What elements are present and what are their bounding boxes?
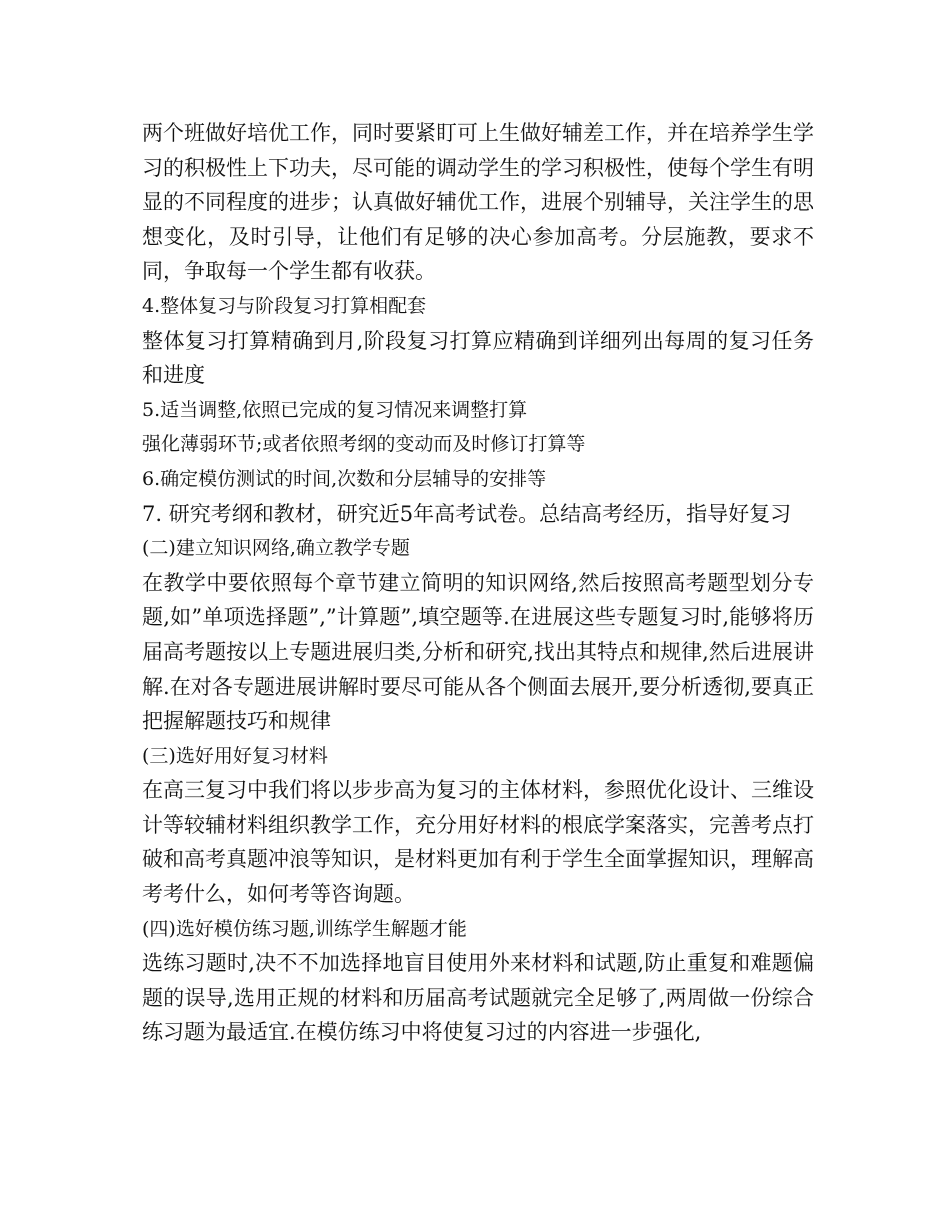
paragraph-knowledge-network: 在教学中要依照每个章节建立简明的知识网络,然后按照高考题型划分专题,如”单项选择题”,”计算题”,填空题等.在进展这些专题复习时,能够将历届高考题按以上专题进展归类,分析和研究,找出其特点和规律,然后进展讲解.在对各专题进展讲解时要尽可能从各个侧面去展开,要分析透彻,要真正把握解题技巧和规律 (142, 570, 814, 734)
document-page (142, 116, 814, 1050)
paragraph-tutoring: 两个班做好培优工作，同时要紧盯可上生做好辅差工作，并在培养学生学习的积极性上下功夫，尽可能的调动学生的学习积极性，使每个学生有明显的不同程度的进步；认真做好辅优工作，进展个别辅导，关注学生的思想变化，及时引导，让他们有足够的决心参加高考。分层施教，要求不同，争取每一个学生都有收获。 (142, 121, 814, 284)
item-7-paragraph: 7. 研究考纲和教材，研究近5年高考试卷。总结高考经历，指导好复习 (142, 501, 792, 526)
paragraph-materials: 在高三复习中我们将以步步高为复习的主体材料，参照优化设计、三维设计等较辅材料组织教学工作，充分用好材料的根底学案落实，完善考点打破和高考真题冲浪等知识，是材料更加有利于学生全面掌握知识，理解高考考什么，如何考等咨询题。 (142, 778, 814, 907)
section-3-heading: (三)选好用好复习材料 (142, 744, 328, 767)
section-2-heading: (二)建立知识网络,确立教学专题 (142, 537, 410, 560)
paragraph-overall-plan: 整体复习打算精确到月,阶段复习打算应精确到详细列出每周的复习任务和进度 (142, 328, 814, 388)
paragraph-weak-points: 强化薄弱环节;或者依照考纲的变动而及时修订打算等 (142, 433, 586, 456)
item-5-heading: 5.适当调整,依照已完成的复习情况来调整打算 (142, 398, 528, 421)
section-4-heading: (四)选好模仿练习题,训练学生解题才能 (142, 917, 467, 940)
item-6-heading: 6.确定模仿测试的时间,次数和分层辅导的安排等 (142, 467, 547, 490)
item-4-heading: 4.整体复习与阶段复习打算相配套 (142, 294, 427, 317)
paragraph-practice: 选练习题时,决不不加选择地盲目使用外来材料和试题,防止重复和难题偏题的误导,选用正规的材料和历届高考试题就完全足够了,两周做一份综合练习题为最适宜.在模仿练习中将使复习过的内容进一步强化, (142, 951, 814, 1045)
